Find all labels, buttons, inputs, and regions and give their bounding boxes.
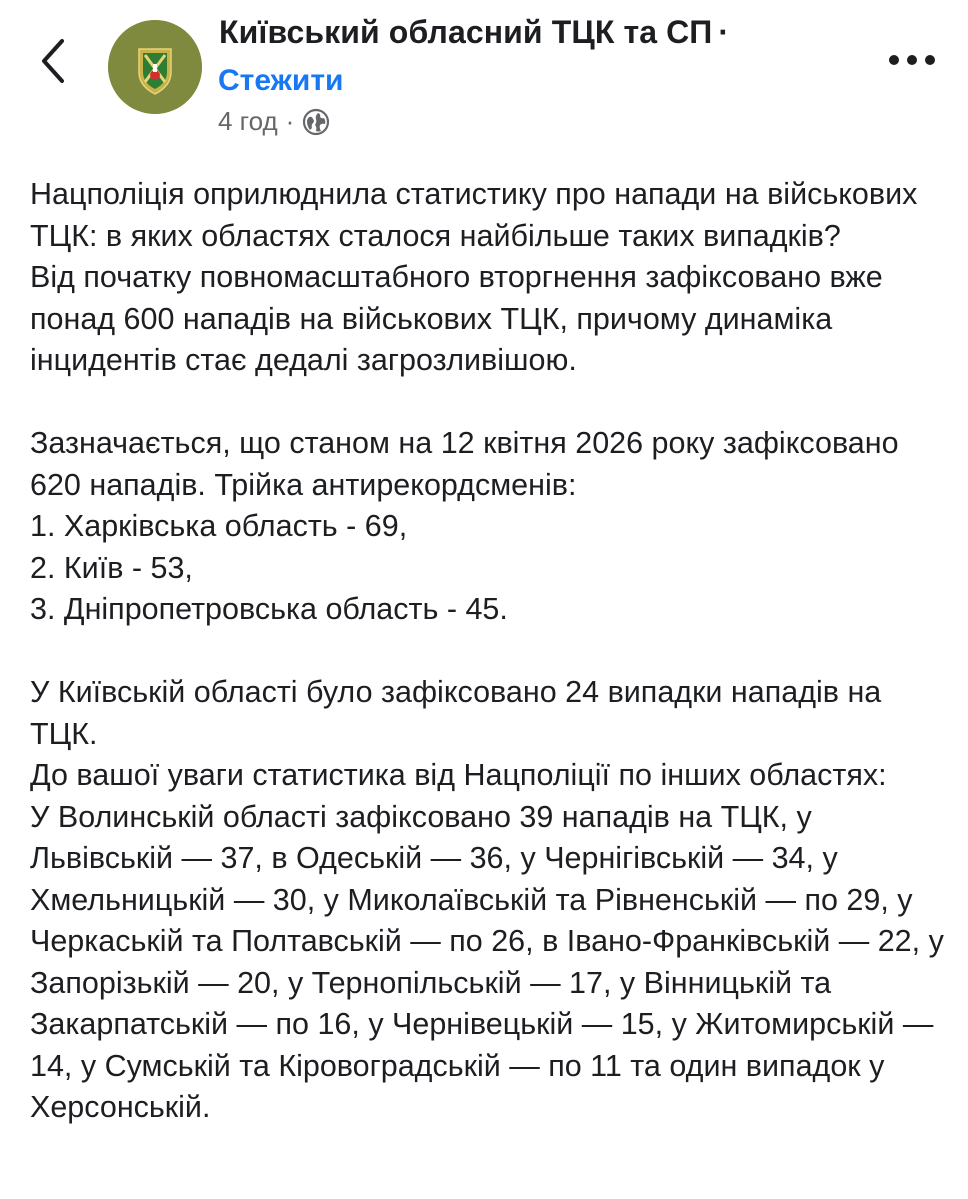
title-separator: ·	[718, 14, 730, 50]
avatar[interactable]	[108, 20, 202, 114]
chevron-left-icon	[38, 37, 68, 85]
post-paragraph: Зазначається, що станом на 12 квітня 2026 року зафіксовано 620 нападів. Трійка антирекордсменів:	[30, 426, 899, 502]
post-header	[0, 0, 968, 150]
post-timestamp[interactable]: 4 год	[218, 106, 278, 136]
back-button[interactable]	[28, 36, 78, 86]
post-paragraph: У Київській області було зафіксовано 24 випадки нападів на ТЦК.	[30, 675, 882, 751]
post-paragraph: До вашої уваги статистика від Нацполіції по інших областях:	[30, 758, 887, 792]
paragraph-gap	[30, 631, 950, 673]
post-text	[30, 174, 950, 1129]
post-paragraph: У Волинській області зафіксовано 39 нападів на ТЦК, у Львівській — 37, в Одеській — 36, у Чернігівській — 34, у Хмельницькій — 30, у Миколаївській та Рівненській — по 29, у Черкаській та Полтавській — по 26, в Івано-Франківській — 22, у Запорізькій — 20, у Тернопільській — 17, у Вінницькій та Закарпатській — по 16, у Чернівецькій — 15, у Житомирській — 14, у Сумській та Кіровоградській — по 11 та один випадок у Херсонській.	[30, 799, 944, 1124]
ranking-item: 1. Харківська область - 69,	[30, 509, 408, 543]
post-paragraph: Нацполіція оприлюднила статистику про напади на військових ТЦК: в яких областях сталося найбільше таких випадків?	[30, 177, 918, 253]
page-title[interactable]	[219, 14, 729, 51]
ranking-item: 3. Дніпропетровська область - 45.	[30, 592, 508, 626]
page-name-text: Київський обласний ТЦК та СП	[219, 14, 713, 50]
post-paragraph: Від початку повномасштабного вторгнення зафіксовано вже понад 600 нападів на військових ТЦК, причому динаміка інцидентів стає дедалі загрозливішою.	[30, 260, 883, 377]
meta-separator: ·	[285, 106, 295, 136]
follow-button[interactable]: Стежити	[218, 64, 344, 97]
more-options-button[interactable]	[884, 40, 940, 80]
paragraph-gap	[30, 382, 950, 424]
more-horizontal-icon	[888, 54, 936, 66]
globe-icon	[302, 108, 330, 136]
page-emblem-logo	[108, 20, 202, 114]
post-meta	[218, 106, 330, 137]
ranking-item: 2. Київ - 53,	[30, 550, 193, 585]
